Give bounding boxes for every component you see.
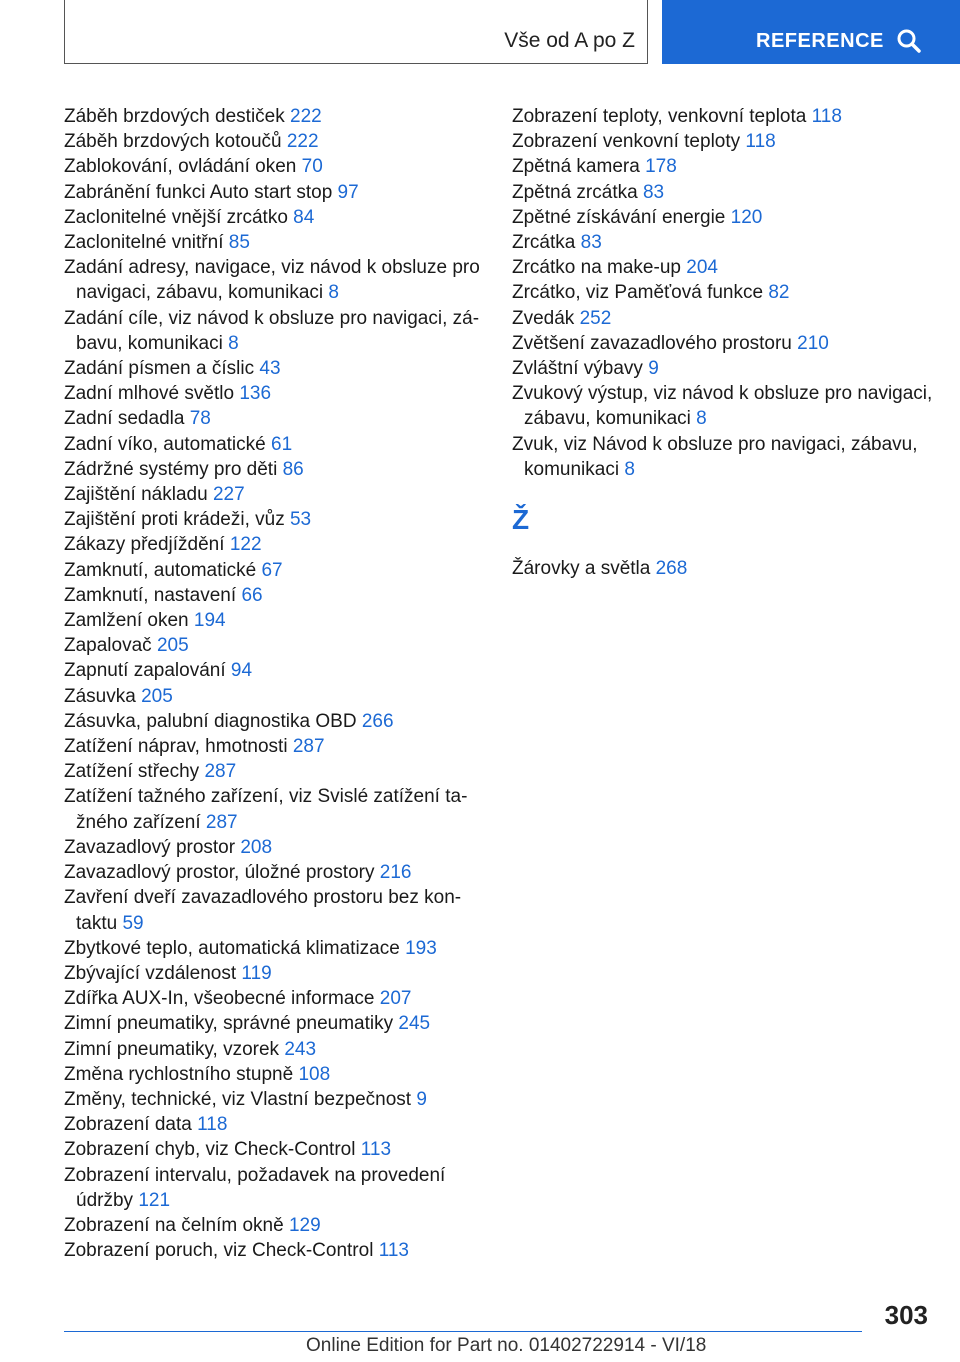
page-reference-link[interactable]: 245 (398, 1013, 431, 1035)
index-entry (64, 1112, 484, 1137)
index-entry-term: Zapnutí zapalování (64, 660, 226, 682)
index-entry-term: Zamknutí, automatické (64, 559, 257, 581)
index-entry-term: Zvukový výstup, viz návod k obsluze pro navigaci, zábavu, komunikaci (512, 383, 933, 430)
index-entry (64, 432, 484, 457)
index-entry (512, 230, 942, 255)
index-entry (64, 734, 484, 759)
page-reference-link[interactable]: 205 (141, 685, 173, 707)
index-entry (512, 129, 942, 154)
index-entry-term: Zádržné systémy pro děti (64, 458, 278, 480)
index-entry-term: Zadání cíle, viz návod k obsluze pro navigaci, zábavu, komunikaci (64, 307, 480, 354)
index-entry (64, 482, 484, 507)
page-reference-link[interactable]: 243 (284, 1038, 317, 1060)
page-reference-link[interactable]: 207 (379, 988, 412, 1010)
page-reference-link[interactable]: 66 (241, 584, 263, 606)
page-reference-link[interactable]: 8 (696, 408, 707, 430)
index-entry-term: Zásuvka (64, 685, 136, 707)
index-entry (64, 1037, 484, 1062)
page-reference-link[interactable]: 8 (624, 458, 635, 480)
footer-edition-text (306, 1335, 706, 1357)
page-reference-link[interactable]: 287 (292, 736, 325, 758)
page-reference-link[interactable]: 108 (298, 1063, 331, 1085)
page-reference-link[interactable]: 78 (189, 408, 211, 430)
index-entry (64, 1087, 484, 1112)
page-reference-link[interactable]: 8 (228, 332, 239, 354)
reference-tab-label: REFERENCE (756, 30, 884, 52)
index-entry (64, 356, 484, 381)
index-entry (64, 306, 484, 356)
index-entry (64, 633, 484, 658)
page-reference-link[interactable]: 97 (337, 181, 359, 203)
index-entry-term: Zbývající vzdálenost (64, 962, 237, 984)
index-entry (512, 381, 942, 431)
index-column-right (512, 104, 942, 581)
index-entry (64, 684, 484, 709)
index-entry (64, 507, 484, 532)
index-entry (64, 1137, 484, 1162)
index-entry-term: Zákazy předjíždění (64, 534, 225, 556)
index-entry-term: Změna rychlostního stupně (64, 1063, 294, 1085)
index-entry (64, 583, 484, 608)
page-reference-link[interactable]: 85 (228, 232, 250, 254)
page-reference-link[interactable]: 287 (205, 811, 238, 833)
index-entry (64, 255, 484, 305)
page-reference-link[interactable]: 67 (261, 559, 283, 581)
page-reference-link[interactable]: 83 (642, 181, 665, 203)
page-reference-link[interactable]: 194 (193, 610, 226, 632)
page-reference-link[interactable]: 205 (156, 635, 189, 657)
page-reference-link[interactable]: 94 (230, 660, 253, 682)
index-entry-term: Zvuk, viz Návod k obsluze pro navigaci, zábavu, komunikaci (512, 433, 918, 480)
index-entry-term: Zrcátko, viz Paměťová funkce (512, 282, 764, 304)
index-entry-term: Zavazadlový prostor, úložné prostory (64, 862, 375, 884)
index-entry (64, 936, 484, 961)
page-reference-link[interactable]: 84 (293, 206, 315, 228)
page-reference-link[interactable]: 129 (288, 1214, 321, 1236)
index-entries-z (512, 104, 942, 482)
index-entry-term: Zobrazení chyb, viz Check-Control (64, 1139, 356, 1161)
page-reference-link[interactable]: 136 (239, 383, 272, 405)
index-entry-term: Zadní víko, automatické (64, 433, 266, 455)
page-reference-link[interactable]: 82 (768, 282, 790, 304)
index-entry-term: Zobrazení data (64, 1114, 192, 1136)
index-entry (64, 406, 484, 431)
index-entry (64, 860, 484, 885)
index-entry-term: Zaclonitelné vnější zrcátko (64, 206, 288, 228)
page-reference-link[interactable]: 216 (379, 862, 412, 884)
index-entry-term: Zapalovač (64, 635, 152, 657)
index-entry-term: Zimní pneumatiky, správné pneumatiky (64, 1013, 394, 1035)
index-entry (64, 129, 484, 154)
index-entry-term: Zpětná kamera (512, 156, 640, 178)
page-reference-link[interactable]: 53 (289, 509, 312, 531)
index-entry (64, 608, 484, 633)
index-entry-term: Zadání adresy, navigace, viz návod k obsluze pro navigaci, zábavu, komunikaci (64, 257, 480, 304)
page-reference-link[interactable]: 118 (197, 1114, 228, 1136)
index-entry-term: Zbytkové teplo, automatická klimatizace (64, 937, 400, 959)
index-entry-term: Zvedák (512, 307, 575, 329)
index-entry (512, 331, 942, 356)
index-entry-term: Zobrazení teploty, venkovní teplota (512, 106, 807, 127)
page-reference-link[interactable]: 59 (122, 912, 144, 934)
index-entry-term: Zadní mlhové světlo (64, 383, 235, 405)
page-reference-link[interactable]: 120 (730, 206, 763, 228)
page-reference-link[interactable]: 204 (686, 257, 718, 279)
index-entry-term: Zaclonitelné vnitřní (64, 232, 224, 254)
index-entry-term: Zabránění funkci Auto start stop (64, 181, 333, 203)
index-entry-term: Zadání písmen a číslic (64, 358, 255, 380)
index-entry (64, 1011, 484, 1036)
index-entry-term: Zavření dveří zavazadlového prostoru bez kontaktu (64, 887, 462, 934)
index-entry (512, 255, 942, 280)
index-entry-term: Zablokování, ovládání oken (64, 156, 297, 178)
page-reference-link[interactable]: 287 (204, 761, 237, 783)
index-entry (512, 432, 942, 482)
index-column-left (64, 104, 484, 1263)
index-entry-term: Záběh brzdových kotoučů (64, 131, 282, 153)
index-entry-term: Zdířka AUX-In, všeobecné informace (64, 988, 375, 1010)
index-entry-term: Zavazadlový prostor (64, 836, 236, 858)
index-entry (512, 356, 942, 381)
index-entry (64, 658, 484, 683)
index-entry (512, 154, 942, 179)
page-reference-link[interactable]: 193 (405, 937, 437, 959)
index-entry-term: Zatížení tažného zařízení, viz Svislé zatížení tažného zařízení (64, 786, 468, 833)
footer-divider (64, 1331, 862, 1332)
index-entry (512, 180, 942, 205)
page-number: 303 (884, 1300, 928, 1330)
page-reference-link[interactable]: 268 (655, 558, 688, 580)
index-entry (64, 230, 484, 255)
index-entry (64, 1238, 484, 1263)
index-entry (64, 885, 484, 935)
index-entry (64, 154, 484, 179)
index-entry-term: Zimní pneumatiky, vzorek (64, 1038, 280, 1060)
page-reference-link[interactable]: 8 (328, 282, 339, 304)
index-entry-term: Zatížení střechy (64, 761, 200, 783)
search-icon[interactable] (896, 28, 922, 54)
reference-tab[interactable] (662, 0, 960, 64)
index-entry (64, 180, 484, 205)
page-reference-link[interactable]: 252 (579, 307, 612, 329)
index-entry (64, 986, 484, 1011)
page-reference-link[interactable]: 113 (378, 1240, 409, 1262)
page-reference-link[interactable]: 222 (286, 131, 319, 153)
index-entries-zh (512, 556, 942, 581)
page-reference-link[interactable]: 227 (212, 484, 245, 506)
index-entry (64, 759, 484, 784)
header-section-box (64, 0, 648, 64)
index-entry (64, 1163, 484, 1213)
section-title: Vše od A po Z (504, 29, 635, 52)
index-entry-term: Zatížení náprav, hmotnosti (64, 736, 288, 758)
page-reference-link[interactable]: 266 (361, 710, 394, 732)
index-entry (64, 558, 484, 583)
page-reference-link[interactable]: 43 (259, 358, 281, 380)
index-entry (64, 457, 484, 482)
index-entry-term: Zajištění nákladu (64, 484, 208, 506)
page-reference-link[interactable]: 9 (648, 358, 659, 380)
page-reference-link[interactable]: 178 (645, 156, 677, 178)
page-reference-link[interactable]: 210 (797, 332, 829, 354)
index-entry (512, 280, 942, 305)
page-reference-link[interactable]: 208 (240, 836, 273, 858)
index-entry-term: Zadní sedadla (64, 408, 185, 430)
index-entry-term: Zpětná zrcátka (512, 181, 638, 203)
index-entry (512, 205, 942, 230)
index-entry (512, 104, 942, 129)
index-entry (512, 306, 942, 331)
index-entry-term: Zajištění proti krádeži, vůz (64, 509, 285, 531)
page-reference-link[interactable]: 61 (271, 433, 293, 455)
index-entry (64, 104, 484, 129)
index-entry-term: Zobrazení na čelním okně (64, 1214, 284, 1236)
index-entry (64, 532, 484, 557)
index-entry-term: Zvláštní výbavy (512, 358, 643, 380)
page-reference-link[interactable]: 118 (745, 131, 776, 153)
index-entry-term: Zobrazení poruch, viz Check-Control (64, 1240, 374, 1262)
index-entry-term: Zamknutí, nastavení (64, 584, 237, 606)
index-entry-term: Zamlžení oken (64, 610, 189, 632)
index-entry (64, 835, 484, 860)
page-reference-link[interactable]: 83 (580, 232, 602, 254)
index-entry-term: Zvětšení zavazadlového prostoru (512, 332, 792, 354)
page-reference-link[interactable]: 122 (229, 534, 262, 556)
page-reference-link[interactable]: 119 (241, 962, 272, 984)
page-reference-link[interactable]: 70 (301, 156, 323, 178)
page-reference-link[interactable]: 222 (290, 106, 322, 127)
index-entry-term: Zásuvka, palubní diagnostika OBD (64, 710, 357, 732)
index-entry (64, 205, 484, 230)
page-reference-link[interactable]: 118 (811, 106, 842, 127)
index-entry (512, 556, 942, 581)
section-letter-heading: Ž (512, 504, 530, 536)
index-entry-term: Zobrazení intervalu, požadavek na provedení údržby (64, 1164, 446, 1211)
page-reference-link[interactable]: 121 (138, 1189, 171, 1211)
footer-edition-label: Online Edition for Part no. 01402722914 - VI/18 (306, 1335, 707, 1356)
index-entry (64, 381, 484, 406)
index-entry (64, 1062, 484, 1087)
index-entry (64, 1213, 484, 1238)
index-entry-term: Žárovky a světla (512, 558, 651, 580)
index-entry (64, 961, 484, 986)
index-entry-term: Zrcátka (512, 232, 576, 254)
index-entry-term: Zpětné získávání energie (512, 206, 726, 228)
page-reference-link[interactable]: 113 (360, 1139, 392, 1161)
index-entry-term: Zrcátko na make-up (512, 257, 681, 279)
index-entry-term: Záběh brzdových destiček (64, 106, 285, 127)
index-entry (64, 709, 484, 734)
page-reference-link[interactable]: 86 (282, 458, 304, 480)
index-entry (64, 784, 484, 834)
page-reference-link[interactable]: 9 (416, 1088, 427, 1110)
index-entry-term: Změny, technické, viz Vlastní bezpečnost (64, 1088, 412, 1110)
index-entry-term: Zobrazení venkovní teploty (512, 131, 741, 153)
